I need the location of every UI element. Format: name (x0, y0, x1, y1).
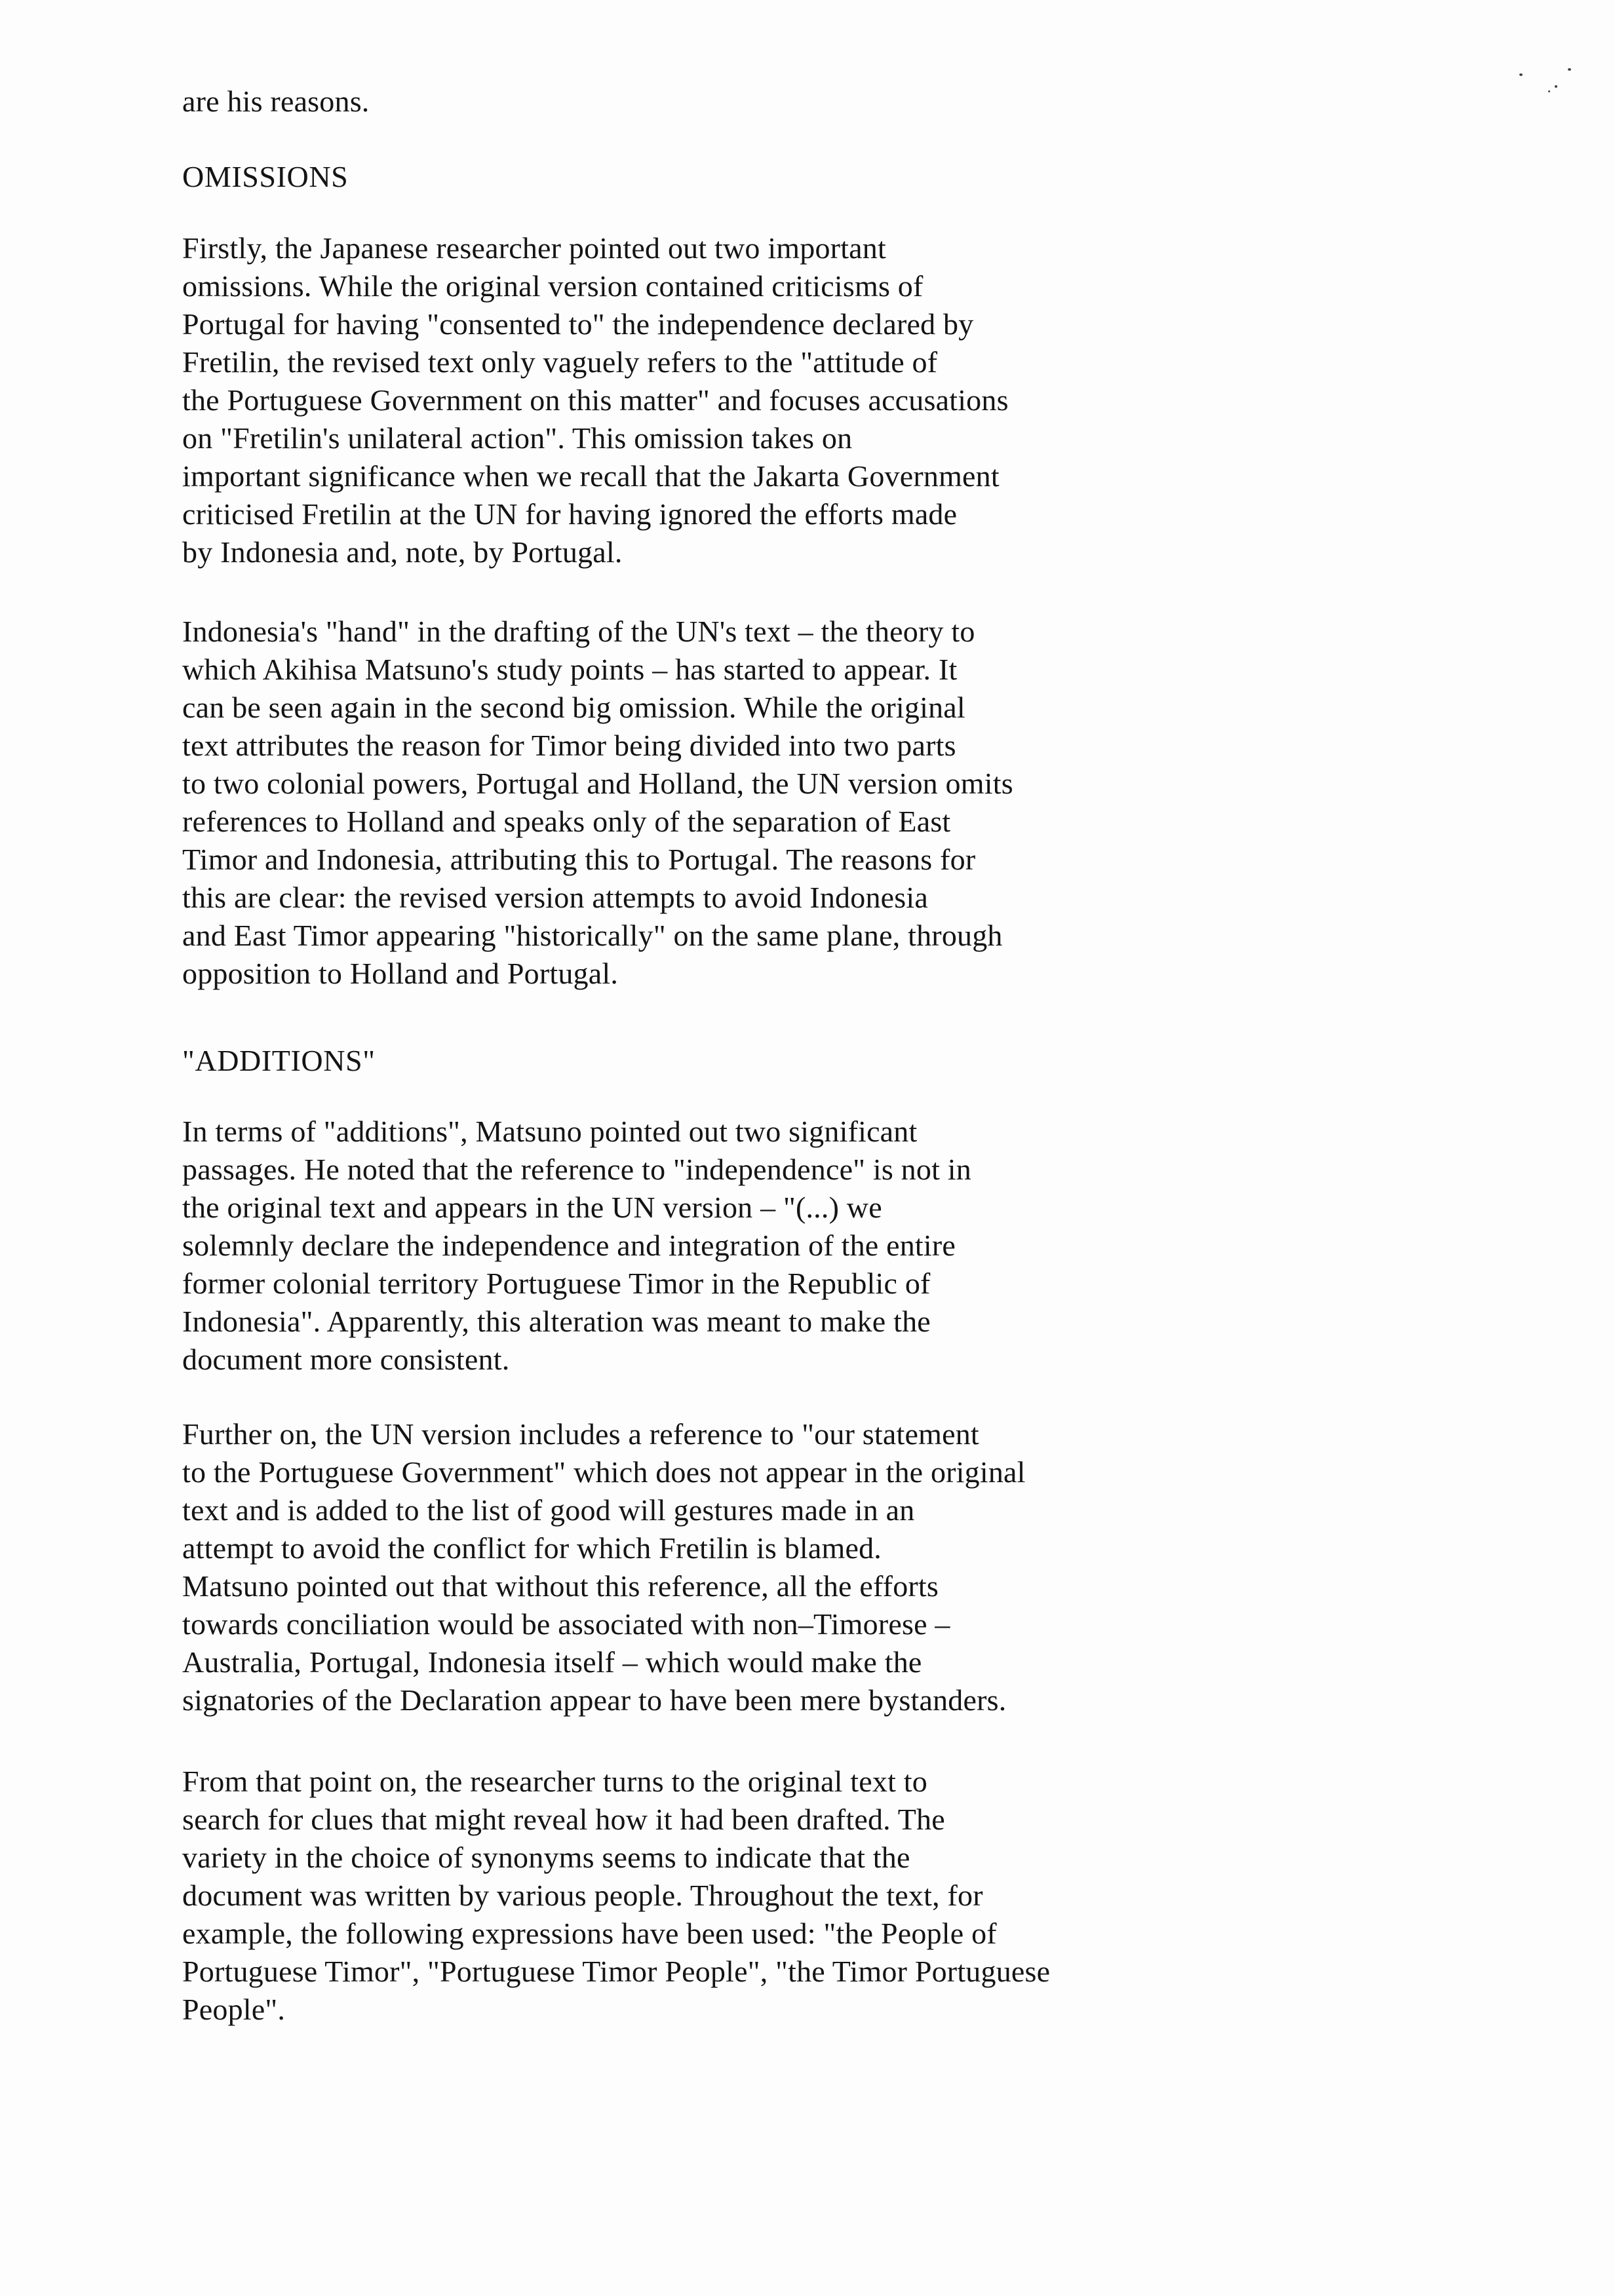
text-line: on "Fretilin's unilateral action". This omission takes on (182, 421, 853, 455)
text-line: omissions. While the original version contained criticisms of (182, 269, 924, 303)
text-line: the Portuguese Government on this matter" and focuses accusations (182, 383, 1009, 417)
section-heading: OMISSIONS (182, 160, 349, 193)
text-line: Timor and Indonesia, attributing this to Portugal. The reasons for (182, 843, 976, 876)
paragraph-additions-1 (182, 1113, 971, 1379)
text-line: towards conciliation would be associated with non–Timorese – (182, 1607, 950, 1641)
text-line: text attributes the reason for Timor being divided into two parts (182, 729, 956, 762)
text-line: Portugal for having "consented to" the independence declared by (182, 307, 974, 341)
text-line: Further on, the UN version includes a reference to "our statement (182, 1417, 979, 1451)
intro-line (182, 83, 370, 121)
text-line: Firstly, the Japanese researcher pointed out two important (182, 231, 886, 265)
text-line: opposition to Holland and Portugal. (182, 957, 619, 990)
text-line: references to Holland and speaks only of the separation of East (182, 805, 951, 838)
text-line: to the Portuguese Government" which does not appear in the original (182, 1455, 1026, 1489)
text-line: which Akihisa Matsuno's study points – has started to appear. It (182, 653, 958, 686)
text-line: solemnly declare the independence and integration of the entire (182, 1229, 956, 1262)
text-line: the original text and appears in the UN version – "(...) we (182, 1191, 882, 1224)
paragraph-additions-3 (182, 1763, 1050, 2029)
text-line: signatories of the Declaration appear to have been mere bystanders. (182, 1683, 1007, 1717)
text-line: document was written by various people. Throughout the text, for (182, 1879, 983, 1912)
text-line: Indonesia". Apparently, this alteration was meant to make the (182, 1305, 931, 1338)
scan-speck (1548, 90, 1550, 92)
text-line: by Indonesia and, note, by Portugal. (182, 535, 623, 569)
heading-omissions (182, 158, 348, 196)
text-line: former colonial territory Portuguese Timor in the Republic of (182, 1267, 931, 1300)
text-line: People". (182, 1993, 286, 2026)
paragraph-omissions-1 (182, 229, 1009, 571)
text-line: Matsuno pointed out that without this reference, all the efforts (182, 1569, 939, 1603)
text-line: In terms of "additions", Matsuno pointed out two significant (182, 1115, 918, 1148)
text-line: Indonesia's "hand" in the drafting of the UN's text – the theory to (182, 615, 975, 648)
text-line: attempt to avoid the conflict for which Fretilin is blamed. (182, 1531, 882, 1565)
scan-speck (1555, 85, 1557, 88)
text-line: passages. He noted that the reference to "independence" is not in (182, 1153, 971, 1186)
heading-additions (182, 1042, 376, 1080)
text-line: text and is added to the list of good will gestures made in an (182, 1493, 915, 1527)
text-line: criticised Fretilin at the UN for having ignored the efforts made (182, 497, 958, 531)
text-line: document more consistent. (182, 1343, 510, 1376)
text-line: to two colonial powers, Portugal and Holland, the UN version omits (182, 767, 1013, 800)
text-line: Australia, Portugal, Indonesia itself – which would make the (182, 1645, 922, 1679)
text-line: are his reasons. (182, 85, 370, 118)
text-line: variety in the choice of synonyms seems to indicate that the (182, 1841, 910, 1874)
scan-speck (1519, 73, 1523, 76)
text-line: and East Timor appearing "historically" on the same plane, through (182, 919, 1003, 952)
text-line: important significance when we recall that the Jakarta Government (182, 459, 1000, 493)
scan-speck (1568, 68, 1571, 71)
section-heading: "ADDITIONS" (182, 1044, 376, 1077)
paragraph-omissions-2 (182, 613, 1013, 993)
text-line: Fretilin, the revised text only vaguely refers to the "attitude of (182, 345, 938, 379)
text-line: this are clear: the revised version attempts to avoid Indonesia (182, 881, 928, 914)
text-line: Portuguese Timor", "Portuguese Timor People", "the Timor Portuguese (182, 1955, 1051, 1988)
text-line: search for clues that might reveal how it had been drafted. The (182, 1803, 945, 1836)
paragraph-additions-2 (182, 1415, 1026, 1719)
text-line: can be seen again in the second big omission. While the original (182, 691, 965, 724)
text-line: example, the following expressions have been used: "the People of (182, 1917, 997, 1950)
text-line: From that point on, the researcher turns to the original text to (182, 1765, 927, 1798)
